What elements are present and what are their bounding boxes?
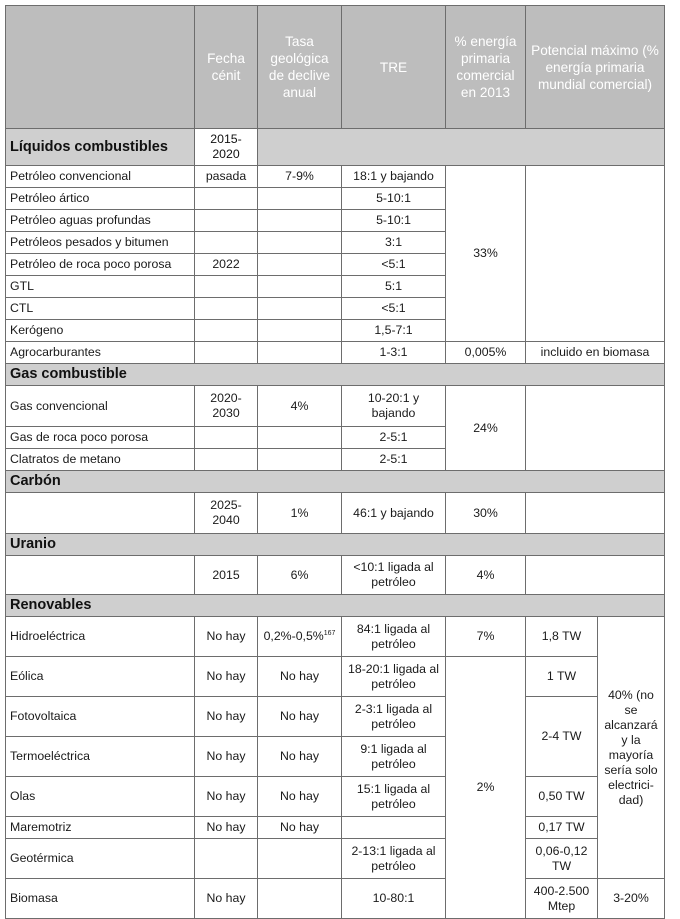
row-decline-rate: 1% bbox=[258, 493, 342, 534]
section-row-uranium bbox=[6, 534, 665, 556]
row-source-name: Petróleo de roca poco porosa bbox=[6, 254, 195, 276]
header-source bbox=[6, 6, 195, 129]
table-row bbox=[6, 617, 665, 657]
table-row bbox=[6, 493, 665, 534]
row-tre: 2-5:1 bbox=[342, 449, 446, 471]
section-title-coal: Carbón bbox=[6, 471, 665, 493]
table-row bbox=[6, 817, 665, 839]
section-row-coal bbox=[6, 471, 665, 493]
liquids-potential bbox=[526, 166, 665, 342]
row-peak-date bbox=[195, 232, 258, 254]
table-row bbox=[6, 839, 665, 879]
section-row-renewables bbox=[6, 595, 665, 617]
row-peak-date: No hay bbox=[195, 697, 258, 737]
energy-sources-table bbox=[5, 5, 665, 919]
energy-table-container bbox=[5, 5, 665, 919]
section-filler bbox=[258, 129, 665, 166]
liquids-share: 33% bbox=[446, 166, 526, 342]
row-source-name: CTL bbox=[6, 298, 195, 320]
header-row bbox=[6, 6, 665, 129]
header-decline-rate: Tasa geológica de declive anual bbox=[258, 6, 342, 129]
row-peak-date bbox=[195, 188, 258, 210]
section-title-uranium: Uranio bbox=[6, 534, 665, 556]
row-tre: 2-5:1 bbox=[342, 427, 446, 449]
row-tre: 2-13:1 ligada al petróleo bbox=[342, 839, 446, 879]
row-peak-date bbox=[195, 427, 258, 449]
row-tre: <5:1 bbox=[342, 298, 446, 320]
row-share: 0,005% bbox=[446, 342, 526, 364]
row-tre: 18:1 y bajando bbox=[342, 166, 446, 188]
row-source-name bbox=[6, 493, 195, 534]
row-peak-date bbox=[195, 839, 258, 879]
header-max-potential: Potencial máximo (% energía primaria mundial comercial) bbox=[526, 6, 665, 129]
row-source-name: Kerógeno bbox=[6, 320, 195, 342]
row-source-name: Termoeléctrica bbox=[6, 737, 195, 777]
row-peak-date bbox=[195, 298, 258, 320]
header-peak-date: Fecha cénit bbox=[195, 6, 258, 129]
row-peak-date bbox=[195, 342, 258, 364]
row-decline-rate bbox=[258, 617, 342, 657]
row-decline-rate bbox=[258, 839, 342, 879]
row-peak-date: No hay bbox=[195, 879, 258, 919]
row-decline-rate bbox=[258, 298, 342, 320]
row-peak-date: 2020-2030 bbox=[195, 386, 258, 427]
row-tre: 3:1 bbox=[342, 232, 446, 254]
row-potential: incluido en biomasa bbox=[526, 342, 665, 364]
row-potential: 0,06-0,12 TW bbox=[526, 839, 598, 879]
row-decline-rate: 6% bbox=[258, 556, 342, 595]
header-tre: TRE bbox=[342, 6, 446, 129]
row-source-name: Eólica bbox=[6, 657, 195, 697]
row-decline-rate bbox=[258, 254, 342, 276]
gas-share: 24% bbox=[446, 386, 526, 471]
row-source-name: Maremotriz bbox=[6, 817, 195, 839]
row-potential bbox=[526, 493, 665, 534]
section-row-gas bbox=[6, 364, 665, 386]
section-title-liquids: Líquidos combustibles bbox=[6, 129, 195, 166]
row-share: 30% bbox=[446, 493, 526, 534]
row-decline-rate: 7-9% bbox=[258, 166, 342, 188]
header-share-2013: % energía primaria comercial en 2013 bbox=[446, 6, 526, 129]
row-peak-date bbox=[195, 276, 258, 298]
row-peak-date bbox=[195, 210, 258, 232]
table-row bbox=[6, 879, 665, 919]
row-source-name: Biomasa bbox=[6, 879, 195, 919]
row-decline-rate bbox=[258, 879, 342, 919]
row-decline-rate: No hay bbox=[258, 817, 342, 839]
row-peak-date: 2015 bbox=[195, 556, 258, 595]
row-decline-rate: No hay bbox=[258, 697, 342, 737]
row-tre: 1-3:1 bbox=[342, 342, 446, 364]
row-decline-rate bbox=[258, 188, 342, 210]
row-tre: 1,5-7:1 bbox=[342, 320, 446, 342]
row-source-name: Petróleo convencional bbox=[6, 166, 195, 188]
section-title-gas: Gas combustible bbox=[6, 364, 665, 386]
table-row bbox=[6, 342, 665, 364]
row-source-name: Gas convencional bbox=[6, 386, 195, 427]
row-tre: <5:1 bbox=[342, 254, 446, 276]
row-peak-date bbox=[195, 320, 258, 342]
row-source-name: Agrocarburantes bbox=[6, 342, 195, 364]
row-tre: 10-80:1 bbox=[342, 879, 446, 919]
row-tre: 5-10:1 bbox=[342, 210, 446, 232]
row-tre: 5-10:1 bbox=[342, 188, 446, 210]
row-source-name: Petróleo ártico bbox=[6, 188, 195, 210]
row-decline-rate bbox=[258, 449, 342, 471]
row-source-name: Petróleo aguas profundas bbox=[6, 210, 195, 232]
row-decline-rate: No hay bbox=[258, 657, 342, 697]
row-tre: 5:1 bbox=[342, 276, 446, 298]
row-decline-rate bbox=[258, 210, 342, 232]
gas-potential bbox=[526, 386, 665, 471]
renewables-share: 2% bbox=[446, 657, 526, 919]
renewables-total-potential: 40% (no se alcanzará y la mayoría sería solo electrici-dad) bbox=[598, 617, 665, 879]
row-peak-date: 2022 bbox=[195, 254, 258, 276]
row-peak-date: 2025-2040 bbox=[195, 493, 258, 534]
row-peak-date: No hay bbox=[195, 817, 258, 839]
row-source-name: Clatratos de metano bbox=[6, 449, 195, 471]
biomass-percent: 3-20% bbox=[598, 879, 665, 919]
row-source-name: Petróleos pesados y bitumen bbox=[6, 232, 195, 254]
solar-potential: 2-4 TW bbox=[526, 697, 598, 777]
row-decline-rate bbox=[258, 276, 342, 298]
row-tre: 46:1 y bajando bbox=[342, 493, 446, 534]
row-decline-rate: No hay bbox=[258, 777, 342, 817]
row-tre: 2-3:1 ligada al petróleo bbox=[342, 697, 446, 737]
section-peak-liquids: 2015-2020 bbox=[195, 129, 258, 166]
row-potential: 0,17 TW bbox=[526, 817, 598, 839]
row-source-name: Fotovoltaica bbox=[6, 697, 195, 737]
row-decline-rate: No hay bbox=[258, 737, 342, 777]
row-tre bbox=[342, 817, 446, 839]
row-decline-rate: 4% bbox=[258, 386, 342, 427]
row-tre: 15:1 ligada al petróleo bbox=[342, 777, 446, 817]
table-row bbox=[6, 697, 665, 737]
row-peak-date: No hay bbox=[195, 777, 258, 817]
row-potential: 400-2.500 Mtep bbox=[526, 879, 598, 919]
row-peak-date: No hay bbox=[195, 657, 258, 697]
row-tre: <10:1 ligada al petróleo bbox=[342, 556, 446, 595]
row-potential: 1,8 TW bbox=[526, 617, 598, 657]
table-row bbox=[6, 777, 665, 817]
row-tre: 18-20:1 ligada al petróleo bbox=[342, 657, 446, 697]
row-peak-date: No hay bbox=[195, 737, 258, 777]
row-tre: 9:1 ligada al petróleo bbox=[342, 737, 446, 777]
row-peak-date: No hay bbox=[195, 617, 258, 657]
row-decline-rate bbox=[258, 320, 342, 342]
table-row bbox=[6, 657, 665, 697]
row-decline-rate bbox=[258, 232, 342, 254]
row-decline-rate bbox=[258, 342, 342, 364]
row-source-name: Olas bbox=[6, 777, 195, 817]
row-tre: 10-20:1 y bajando bbox=[342, 386, 446, 427]
row-potential: 0,50 TW bbox=[526, 777, 598, 817]
row-decline-rate bbox=[258, 427, 342, 449]
section-row-liquids bbox=[6, 129, 665, 166]
row-tre: 84:1 ligada al petróleo bbox=[342, 617, 446, 657]
row-source-name: Gas de roca poco porosa bbox=[6, 427, 195, 449]
row-potential bbox=[526, 556, 665, 595]
row-peak-date: pasada bbox=[195, 166, 258, 188]
row-share: 7% bbox=[446, 617, 526, 657]
row-source-name: GTL bbox=[6, 276, 195, 298]
row-peak-date bbox=[195, 449, 258, 471]
table-row bbox=[6, 166, 665, 188]
row-share: 4% bbox=[446, 556, 526, 595]
table-row bbox=[6, 556, 665, 595]
row-potential: 1 TW bbox=[526, 657, 598, 697]
footnote-ref: 167 bbox=[323, 629, 336, 637]
row-source-name bbox=[6, 556, 195, 595]
row-source-name: Hidroeléctrica bbox=[6, 617, 195, 657]
row-source-name: Geotérmica bbox=[6, 839, 195, 879]
decline-value: 0,2%-0,5% bbox=[263, 629, 324, 643]
section-title-renewables: Renovables bbox=[6, 595, 665, 617]
table-row bbox=[6, 386, 665, 427]
